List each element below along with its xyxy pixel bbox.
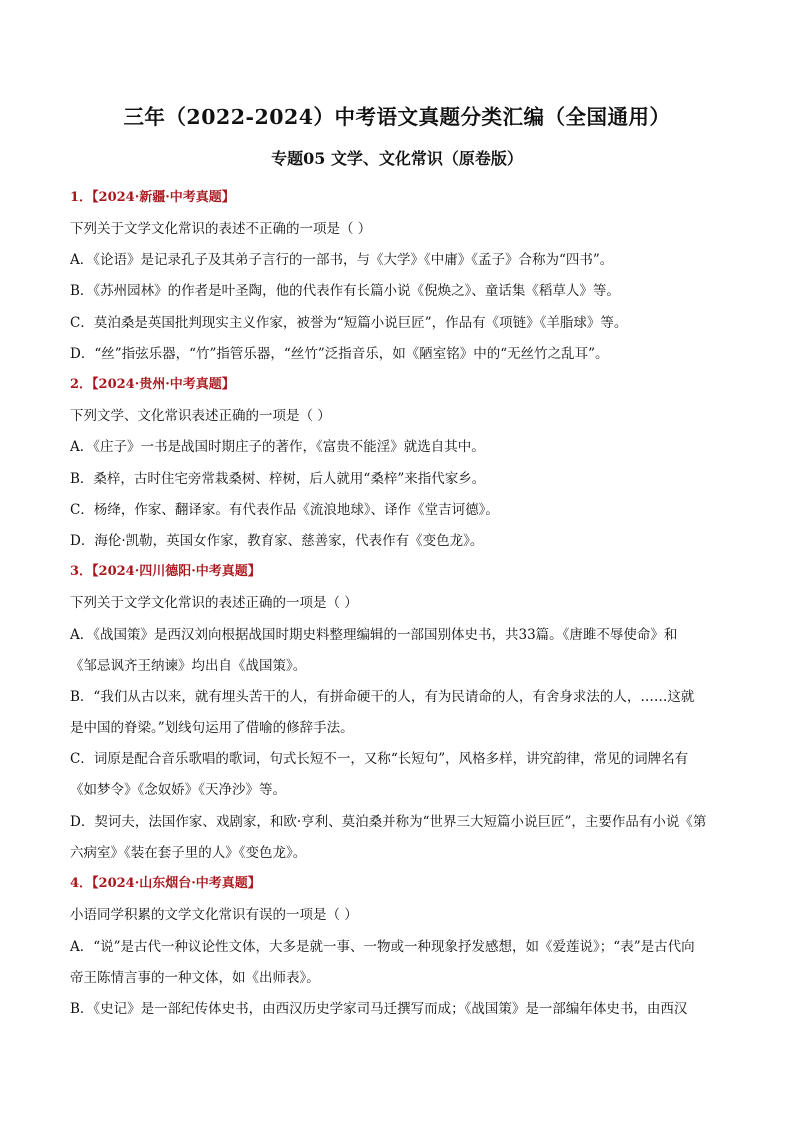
question-2-stem: 下列文学、文化常识表述正确的一项是（ ）: [70, 408, 331, 424]
question-2-option-d: D．海伦·凯勒，英国女作家，教育家、慈善家，代表作有《变色龙》。: [70, 533, 484, 549]
question-4-option-a-cont: 帝王陈情言事的一种文体，如《出师表》。: [70, 970, 320, 986]
question-3-option-d: D．契诃夫，法国作家、戏剧家，和欧·亨利、莫泊桑并称为“世界三大短篇小说巨匠”，主要作品有小说《第: [70, 814, 707, 830]
question-2-heading: 2．【2024·贵州·中考真题】: [70, 377, 235, 392]
question-4-option-b: B．《史记》是一部纪传体史书，由西汉历史学家司马迁撰写而成；《战国策》是一部编年体史书，由西汉: [70, 1001, 688, 1017]
question-3-option-d-cont: 六病室》《装在套子里的人》《变色龙》。: [70, 845, 307, 861]
question-4-stem: 小语同学积累的文学文化常识有误的一项是（ ）: [70, 907, 358, 923]
question-3-option-a: A．《战国策》是西汉刘向根据战国时期史料整理编辑的一部国别体史书，共33篇。《唐雎不辱使命》和: [70, 627, 678, 643]
question-2-option-c: C．杨绛，作家、翻译家。有代表作品《流浪地球》、译作《堂吉诃德》。: [70, 502, 499, 518]
question-1-option-a: A．《论语》是记录孔子及其弟子言行的一部书，与《大学》《中庸》《孟子》合称为“四书”。: [70, 252, 614, 268]
question-3-option-b-cont: 是中国的脊梁。”划线句运用了借喻的修辞手法。: [70, 720, 354, 736]
question-3-stem: 下列关于文学文化常识的表述正确的一项是（ ）: [70, 595, 358, 611]
question-1-stem: 下列关于文学文化常识的表述不正确的一项是（ ）: [70, 221, 372, 237]
page-subtitle: 专题05 文学、文化常识（原卷版）: [271, 149, 523, 168]
question-1-option-d: D．“丝”指弦乐器，“竹”指管乐器，“丝竹”泛指音乐，如《陋室铭》中的“无丝竹之乱耳”。: [70, 346, 609, 362]
question-4-option-a: A．“说”是古代一种议论性文体，大多是就一事、一物或一种现象抒发感想，如《爱莲说》；“表”是古代向: [70, 939, 695, 955]
question-3-option-b: B．“我们从古以来，就有埋头苦干的人，有拼命硬干的人，有为民请命的人，有舍身求法的人，……这就: [70, 689, 695, 705]
page-title: 三年（2022-2024）中考语文真题分类汇编（全国通用）: [123, 105, 671, 129]
question-2-option-a: A．《庄子》一书是战国时期庄子的著作，《富贵不能淫》就选自其中。: [70, 439, 485, 455]
question-4-heading: 4．【2024·山东烟台·中考真题】: [70, 876, 261, 891]
question-3-option-a-cont: 《邹忌讽齐王纳谏》均出自《战国策》。: [70, 658, 307, 674]
question-1-option-c: C．莫泊桑是英国批判现实主义作家，被誉为“短篇小说巨匠”，作品有《项链》《羊脂球》等。: [70, 315, 628, 331]
question-3-option-c-cont: 《如梦令》《念奴娇》《天净沙》等。: [70, 782, 286, 798]
question-3-heading: 3．【2024·四川德阳·中考真题】: [70, 564, 261, 579]
question-1-heading: 1．【2024·新疆·中考真题】: [70, 190, 235, 205]
question-1-option-b: B．《苏州园林》的作者是叶圣陶，他的代表作有长篇小说《倪焕之》、童话集《稻草人》等。: [70, 283, 620, 299]
question-2-option-b: B．桑梓，古时住宅旁常栽桑树、梓树，后人就用“桑梓”来指代家乡。: [70, 471, 486, 487]
question-3-option-c: C．词原是配合音乐歌唱的歌词，句式长短不一，又称“长短句”，风格多样，讲究韵律，常见的词牌名有: [70, 751, 689, 767]
